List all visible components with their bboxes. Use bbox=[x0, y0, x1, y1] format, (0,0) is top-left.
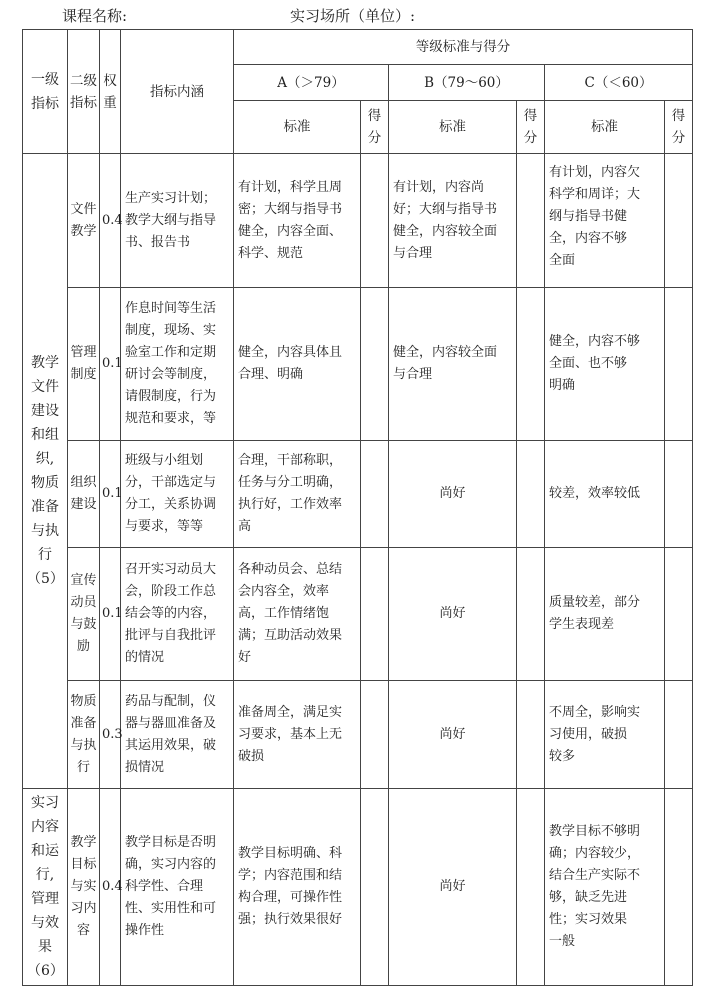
col-header-weight: 权 重 bbox=[100, 30, 121, 154]
standard-b: 尚好 bbox=[389, 681, 517, 789]
col-header-score-b: 得 分 bbox=[517, 101, 545, 154]
col-header-score-c: 得 分 bbox=[665, 101, 693, 154]
col-header-standard-c: 标准 bbox=[545, 101, 665, 154]
level2-indicator: 宣传 动员 与鼓 励 bbox=[68, 548, 100, 681]
level2-indicator: 物质 准备 与执 行 bbox=[68, 681, 100, 789]
standard-a: 合理，干部称职， 任务与分工明确， 执行好，工作效率 高 bbox=[234, 441, 361, 548]
col-header-grade-b: B（79～60） bbox=[389, 65, 545, 101]
level1-indicator: 实习 内容 和运 行, 管理 与效 果 （6） bbox=[23, 789, 68, 986]
score-c-cell[interactable] bbox=[665, 789, 693, 986]
col-header-score-a: 得 分 bbox=[361, 101, 389, 154]
standard-a: 健全，内容具体且 合理、明确 bbox=[234, 288, 361, 441]
standard-c: 质量较差，部分 学生表现差 bbox=[545, 548, 665, 681]
standard-a: 准备周全，满足实 习要求，基本上无 破损 bbox=[234, 681, 361, 789]
score-a-cell[interactable] bbox=[361, 288, 389, 441]
standard-b: 尚好 bbox=[389, 548, 517, 681]
score-a-cell[interactable] bbox=[361, 681, 389, 789]
weight-value: 0.1 bbox=[100, 288, 121, 441]
internship-site-label: 实习场所（单位）: bbox=[290, 7, 416, 25]
score-a-cell[interactable] bbox=[361, 789, 389, 986]
col-header-level1: 一级 指标 bbox=[23, 30, 68, 154]
col-header-grade-c: C（＜60） bbox=[545, 65, 693, 101]
table-row bbox=[23, 681, 693, 789]
score-c-cell[interactable] bbox=[665, 548, 693, 681]
standard-b: 尚好 bbox=[389, 789, 517, 986]
course-name-label: 课程名称: bbox=[62, 7, 128, 25]
standard-c: 健全，内容不够 全面、也不够 明确 bbox=[545, 288, 665, 441]
table-row bbox=[23, 441, 693, 548]
score-c-cell[interactable] bbox=[665, 288, 693, 441]
score-a-cell[interactable] bbox=[361, 154, 389, 288]
table-row bbox=[23, 548, 693, 681]
indicator-content: 教学目标是否明 确，实习内容的 科学性、合理 性、实用性和可 操作性 bbox=[121, 789, 234, 986]
standard-c: 不周全，影响实 习使用，破损 较多 bbox=[545, 681, 665, 789]
score-b-cell[interactable] bbox=[517, 681, 545, 789]
standard-a: 有计划，科学且周 密；大纲与指导书 健全，内容全面、 科学、规范 bbox=[234, 154, 361, 288]
score-b-cell[interactable] bbox=[517, 441, 545, 548]
col-header-grading: 等级标准与得分 bbox=[234, 30, 693, 65]
score-a-cell[interactable] bbox=[361, 548, 389, 681]
score-c-cell[interactable] bbox=[665, 681, 693, 789]
indicator-content: 作息时间等生活 制度，现场、实 验室工作和定期 研讨会等制度， 请假制度，行为 规范和要求，等 bbox=[121, 288, 234, 441]
level2-indicator: 文件 教学 bbox=[68, 154, 100, 288]
standard-a: 各种动员会、总结 会内容全，效率 高，工作情绪饱 满；互助活动效果 好 bbox=[234, 548, 361, 681]
indicator-content: 生产实习计划； 教学大纲与指导 书、报告书 bbox=[121, 154, 234, 288]
weight-value: 0.1 bbox=[100, 441, 121, 548]
indicator-content: 药品与配制，仪 器与器皿准备及 其运用效果，破 损情况 bbox=[121, 681, 234, 789]
score-a-cell[interactable] bbox=[361, 441, 389, 548]
score-b-cell[interactable] bbox=[517, 789, 545, 986]
standard-a: 教学目标明确、科 学；内容范围和结 构合理，可操作性 强；执行效果很好 bbox=[234, 789, 361, 986]
score-c-cell[interactable] bbox=[665, 154, 693, 288]
standard-b: 有计划，内容尚 好；大纲与指导书 健全，内容较全面 与合理 bbox=[389, 154, 517, 288]
standard-b: 健全，内容较全面 与合理 bbox=[389, 288, 517, 441]
standard-c: 较差，效率较低 bbox=[545, 441, 665, 548]
weight-value: 0.4 bbox=[100, 789, 121, 986]
level2-indicator: 教学 目标 与实 习内 容 bbox=[68, 789, 100, 986]
level2-indicator: 组织 建设 bbox=[68, 441, 100, 548]
score-b-cell[interactable] bbox=[517, 548, 545, 681]
standard-c: 教学目标不够明 确；内容较少， 结合生产实际不 够，缺乏先进 性；实习效果 一般 bbox=[545, 789, 665, 986]
indicator-content: 班级与小组划 分，干部选定与 分工，关系协调 与要求，等等 bbox=[121, 441, 234, 548]
indicator-content: 召开实习动员大 会，阶段工作总 结会等的内容， 批评与自我批评 的情况 bbox=[121, 548, 234, 681]
score-b-cell[interactable] bbox=[517, 154, 545, 288]
weight-value: 0.3 bbox=[100, 681, 121, 789]
col-header-standard-b: 标准 bbox=[389, 101, 517, 154]
score-c-cell[interactable] bbox=[665, 441, 693, 548]
col-header-content: 指标内涵 bbox=[121, 30, 234, 154]
table-row bbox=[23, 288, 693, 441]
header-row-1 bbox=[23, 30, 693, 65]
evaluation-table bbox=[22, 29, 693, 986]
weight-value: 0.4 bbox=[100, 154, 121, 288]
col-header-grade-a: A（＞79） bbox=[234, 65, 389, 101]
weight-value: 0.1 bbox=[100, 548, 121, 681]
level2-indicator: 管理 制度 bbox=[68, 288, 100, 441]
form-header bbox=[62, 4, 702, 28]
col-header-standard-a: 标准 bbox=[234, 101, 361, 154]
standard-c: 有计划，内容欠 科学和周详；大 纲与指导书健 全，内容不够 全面 bbox=[545, 154, 665, 288]
table-row bbox=[23, 154, 693, 288]
score-b-cell[interactable] bbox=[517, 288, 545, 441]
standard-b: 尚好 bbox=[389, 441, 517, 548]
level1-indicator: 教学 文件 建设 和组 织, 物质 准备 与执 行 （5） bbox=[23, 154, 68, 789]
col-header-level2: 二级 指标 bbox=[68, 30, 100, 154]
table-row bbox=[23, 789, 693, 986]
